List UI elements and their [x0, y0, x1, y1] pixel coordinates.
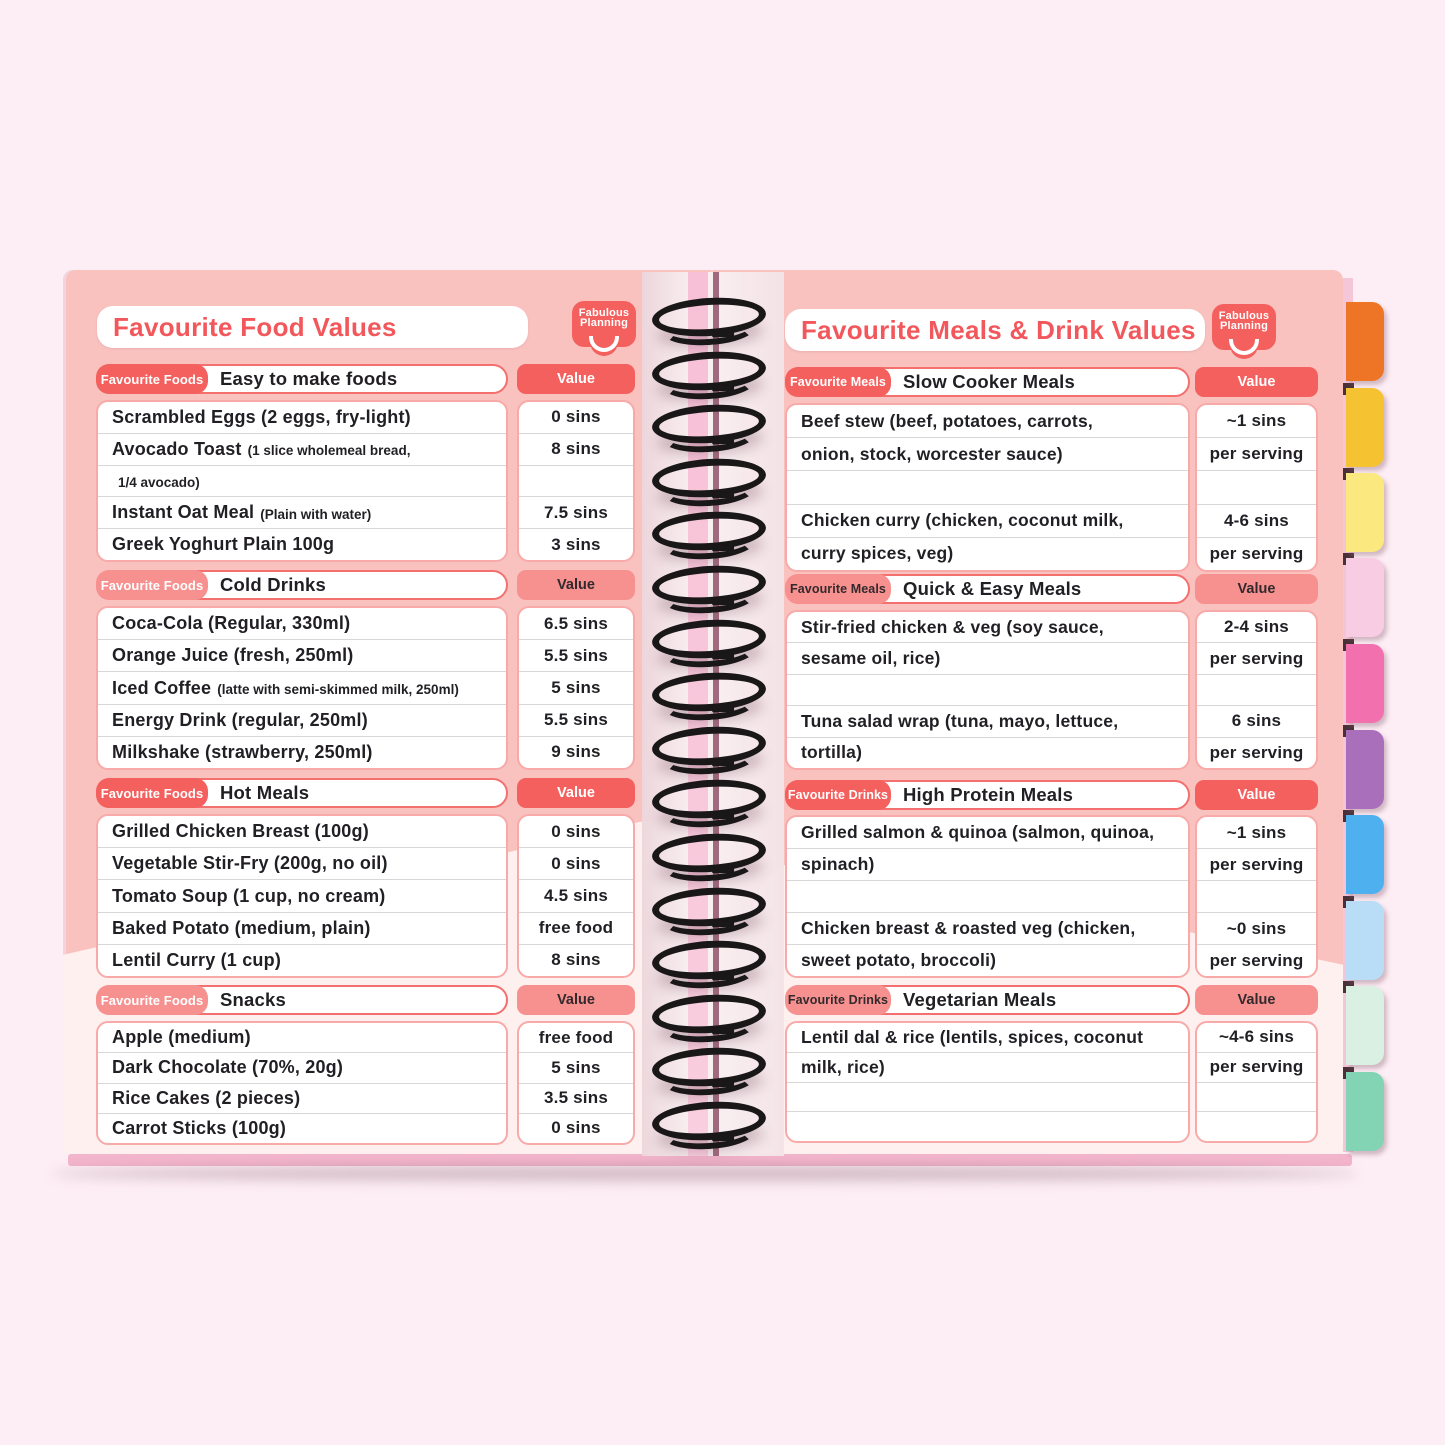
section-name: Quick & Easy Meals: [903, 578, 1082, 599]
values-table: [1195, 610, 1318, 770]
table-row: [519, 1023, 633, 1052]
table-row: [787, 437, 1188, 470]
table-row: [519, 639, 633, 671]
table-row: [787, 848, 1188, 880]
food-items-table: [96, 606, 508, 770]
table-row: [787, 1023, 1188, 1052]
item-label: Iced Coffee: [112, 677, 212, 698]
value-column-header: Value: [517, 364, 635, 394]
table-row: [98, 736, 506, 768]
item-value: per serving: [1209, 854, 1304, 874]
item-label: Orange Juice (fresh, 250ml): [112, 645, 354, 666]
brand-logo-line1: Fabulous: [1218, 310, 1270, 322]
item-label: Apple (medium): [112, 1027, 251, 1048]
table-row: [519, 671, 633, 703]
table-row: [98, 879, 506, 911]
section-header: [785, 367, 1190, 397]
section-tag-badge: Favourite Drinks: [785, 780, 891, 810]
table-row: [1197, 1111, 1316, 1141]
item-value: 5 sins: [551, 1057, 601, 1077]
section-name: Hot Meals: [220, 782, 310, 803]
table-row: [787, 504, 1188, 537]
item-label: Vegetable Stir-Fry (200g, no oil): [112, 853, 388, 874]
section-name: Easy to make foods: [220, 368, 398, 389]
table-row: [98, 847, 506, 879]
table-row: [1197, 1052, 1316, 1082]
table-row: [519, 465, 633, 497]
section-name: Slow Cooker Meals: [903, 371, 1076, 392]
value-column-header: Value: [1195, 985, 1318, 1015]
table-row: [787, 880, 1188, 912]
item-label: Lentil Curry (1 cup): [112, 949, 282, 970]
section-name: Vegetarian Meals: [903, 989, 1057, 1010]
table-row: [98, 1052, 506, 1082]
item-label: onion, stock, worcester sauce): [801, 443, 1063, 464]
item-value: free food: [538, 1027, 614, 1047]
table-row: [1197, 437, 1316, 470]
section-header: [96, 570, 508, 600]
tab-7[interactable]: [1346, 815, 1384, 894]
table-row: [787, 674, 1188, 705]
brand-logo: [1212, 304, 1276, 350]
item-value: 0 sins: [551, 1118, 601, 1138]
food-items-table: [96, 1021, 508, 1145]
meal-items-table: [785, 815, 1190, 978]
table-row: [519, 496, 633, 528]
item-label: Grilled salmon & quinoa (salmon, quinoa,: [801, 822, 1155, 842]
item-label: Tuna salad wrap (tuna, mayo, lettuce,: [801, 710, 1119, 731]
item-value: 8 sins: [551, 950, 601, 970]
tab-4[interactable]: [1346, 558, 1384, 637]
item-label: spinach): [801, 854, 875, 874]
section-header: [785, 780, 1190, 810]
item-value: 7.5 sins: [544, 502, 608, 522]
item-label: Baked Potato (medium, plain): [112, 917, 371, 938]
table-row: [519, 528, 633, 560]
brand-logo-line2: Planning: [579, 317, 629, 329]
item-label: Greek Yoghurt Plain 100g: [112, 534, 335, 555]
table-row: [787, 470, 1188, 503]
table-row: [519, 879, 633, 911]
table-row: [1197, 848, 1316, 880]
section-header: [96, 364, 508, 394]
table-row: [519, 1052, 633, 1082]
section-tag-badge: Favourite Meals: [785, 367, 891, 397]
item-label: Chicken breast & roasted veg (chicken,: [801, 918, 1136, 938]
section-header: [96, 778, 508, 808]
item-value: 5.5 sins: [544, 710, 608, 730]
right-page-title: [785, 309, 1205, 351]
item-label: Lentil dal & rice (lentils, spices, coconut: [801, 1026, 1144, 1047]
item-value: 9 sins: [551, 742, 601, 762]
item-value: per serving: [1209, 648, 1304, 668]
brand-logo: [572, 301, 636, 347]
table-row: [1197, 737, 1316, 768]
section-header: [96, 985, 508, 1015]
value-column-header: Value: [1195, 574, 1318, 604]
table-row: [519, 1083, 633, 1113]
item-value: 2-4 sins: [1224, 617, 1289, 637]
item-value: 8 sins: [551, 439, 601, 459]
brand-logo-line1: Fabulous: [578, 307, 630, 319]
food-items-table: [96, 400, 508, 562]
table-row: [787, 537, 1188, 570]
value-column-header: Value: [1195, 780, 1318, 810]
meal-items-table: [785, 403, 1190, 572]
values-table: [1195, 815, 1318, 978]
table-row: [787, 944, 1188, 976]
table-row: [787, 737, 1188, 768]
item-label: Rice Cakes (2 pieces): [112, 1087, 301, 1108]
table-row: [519, 402, 633, 433]
item-label: Milkshake (strawberry, 250ml): [112, 741, 373, 762]
table-row: [787, 1111, 1188, 1141]
values-table: [517, 606, 635, 770]
table-row: Avocado Toast (1 slice wholemeal bread,: [98, 433, 506, 465]
table-row: [98, 1083, 506, 1113]
item-label: Coca-Cola (Regular, 330ml): [112, 613, 351, 634]
value-column-header: Value: [517, 778, 635, 808]
item-label: Scrambled Eggs (2 eggs, fry-light): [112, 406, 411, 427]
item-label: Avocado Toast: [112, 438, 242, 459]
food-items-table: [96, 814, 508, 978]
item-value: 3.5 sins: [544, 1088, 608, 1108]
item-label: Instant Oat Meal: [112, 502, 255, 523]
item-value: ~4-6 sins: [1218, 1027, 1295, 1047]
table-row: [787, 817, 1188, 848]
table-row: [1197, 537, 1316, 570]
table-row: [1197, 405, 1316, 437]
section-name: Cold Drinks: [220, 574, 327, 595]
table-row: [787, 912, 1188, 944]
item-value: 5.5 sins: [544, 645, 608, 665]
item-label: Beef stew (beef, potatoes, carrots,: [801, 410, 1093, 431]
table-row: [1197, 1023, 1316, 1052]
item-value: free food: [538, 918, 614, 938]
item-label: Chicken curry (chicken, coconut milk,: [801, 510, 1124, 531]
page-title-text: Favourite Meals & Drink Values: [801, 314, 1196, 345]
section-tag-badge: Favourite Foods: [96, 778, 208, 808]
table-row: [519, 944, 633, 976]
item-value: 0 sins: [551, 407, 601, 427]
section-tag-badge: Favourite Drinks: [785, 985, 891, 1015]
section-tag-badge: Favourite Foods: [96, 985, 208, 1015]
table-row: [98, 912, 506, 944]
section-tag-badge: Favourite Foods: [96, 364, 208, 394]
tab-9[interactable]: [1346, 986, 1384, 1065]
item-value: 6.5 sins: [544, 613, 608, 633]
item-label: sesame oil, rice): [801, 648, 941, 669]
value-column-header: Value: [1195, 367, 1318, 397]
tab-3[interactable]: [1346, 473, 1384, 552]
tab-8[interactable]: [1346, 901, 1384, 980]
item-value: per serving: [1209, 543, 1304, 563]
table-row: [1197, 880, 1316, 912]
table-row: [519, 912, 633, 944]
section-tag-badge: Favourite Meals: [785, 574, 891, 604]
item-label: Dark Chocolate (70%, 20g): [112, 1057, 344, 1078]
table-row: [1197, 705, 1316, 736]
left-page-title: [97, 306, 528, 348]
item-value: 0 sins: [551, 821, 601, 841]
item-label: Grilled Chicken Breast (100g): [112, 821, 369, 842]
table-row: [519, 1113, 633, 1143]
table-row: [98, 1113, 506, 1143]
table-row: [98, 528, 506, 560]
table-row: [787, 1052, 1188, 1082]
tab-1[interactable]: [1346, 302, 1384, 381]
item-label: Energy Drink (regular, 250ml): [112, 709, 368, 730]
values-table: [1195, 403, 1318, 572]
item-label: milk, rice): [801, 1056, 885, 1077]
item-value: 5 sins: [551, 678, 601, 697]
item-label: Carrot Sticks (100g): [112, 1117, 287, 1138]
table-row: [1197, 612, 1316, 642]
table-row: Instant Oat Meal (Plain with water): [98, 496, 506, 528]
table-row: [98, 1023, 506, 1052]
table-row: [519, 847, 633, 879]
values-table: [517, 400, 635, 562]
table-row: [98, 402, 506, 433]
item-value: 6 sins: [1231, 711, 1282, 731]
table-row: [1197, 817, 1316, 848]
item-value: 3 sins: [551, 534, 601, 554]
table-row: [519, 608, 633, 639]
item-value: 0 sins: [551, 853, 601, 873]
table-row: [787, 705, 1188, 736]
section-header: [785, 985, 1190, 1015]
table-row: [787, 642, 1188, 673]
table-row: [1197, 944, 1316, 976]
table-row: [98, 816, 506, 847]
value-column-header: Value: [517, 985, 635, 1015]
item-label: tortilla): [801, 742, 863, 763]
table-row: [1197, 912, 1316, 944]
table-row: [519, 704, 633, 736]
item-label: sweet potato, broccoli): [801, 950, 997, 970]
table-row: [519, 433, 633, 465]
table-row: [787, 612, 1188, 642]
meal-items-table: [785, 610, 1190, 770]
item-label: Tomato Soup (1 cup, no cream): [112, 885, 386, 906]
section-name: High Protein Meals: [903, 784, 1074, 805]
section-name: Snacks: [220, 989, 286, 1010]
item-value: per serving: [1209, 950, 1304, 970]
item-value: ~1 sins: [1226, 411, 1287, 431]
values-table: [1195, 1021, 1318, 1143]
table-row: [1197, 504, 1316, 537]
table-row: [1197, 642, 1316, 673]
item-value: per serving: [1209, 444, 1304, 464]
tab-2[interactable]: [1346, 388, 1384, 467]
table-row: [787, 1082, 1188, 1112]
table-row: [787, 405, 1188, 437]
values-table: [517, 1021, 635, 1145]
item-value: ~0 sins: [1226, 918, 1287, 938]
table-row: [98, 639, 506, 671]
table-row: [1197, 674, 1316, 705]
book-shadow: [52, 1166, 1358, 1181]
tab-5[interactable]: [1346, 644, 1384, 723]
values-table: [517, 814, 635, 978]
item-value: per serving: [1209, 1057, 1304, 1077]
item-value: 4.5 sins: [544, 886, 608, 905]
tab-10[interactable]: [1346, 1072, 1384, 1151]
table-row: [98, 704, 506, 736]
section-header: [785, 574, 1190, 604]
item-label: curry spices, veg): [801, 543, 954, 564]
tab-6[interactable]: [1346, 730, 1384, 809]
section-tag-badge: Favourite Foods: [96, 570, 208, 600]
item-value: per serving: [1209, 742, 1304, 762]
table-row: [1197, 470, 1316, 503]
table-row: [519, 736, 633, 768]
table-row: [519, 816, 633, 847]
item-value: 4-6 sins: [1224, 510, 1289, 530]
brand-logo-line2: Planning: [1219, 320, 1269, 332]
table-row: [98, 944, 506, 976]
meal-items-table: [785, 1021, 1190, 1143]
table-row: Iced Coffee (latte with semi-skimmed milk, 250ml): [98, 671, 506, 703]
item-label: Stir-fried chicken & veg (soy sauce,: [801, 616, 1104, 637]
table-row: 1/4 avocado): [98, 465, 506, 497]
page-title-text: Favourite Food Values: [113, 311, 397, 342]
item-value: ~1 sins: [1226, 822, 1287, 842]
value-column-header: Value: [517, 570, 635, 600]
table-row: [1197, 1082, 1316, 1112]
table-row: [98, 608, 506, 639]
